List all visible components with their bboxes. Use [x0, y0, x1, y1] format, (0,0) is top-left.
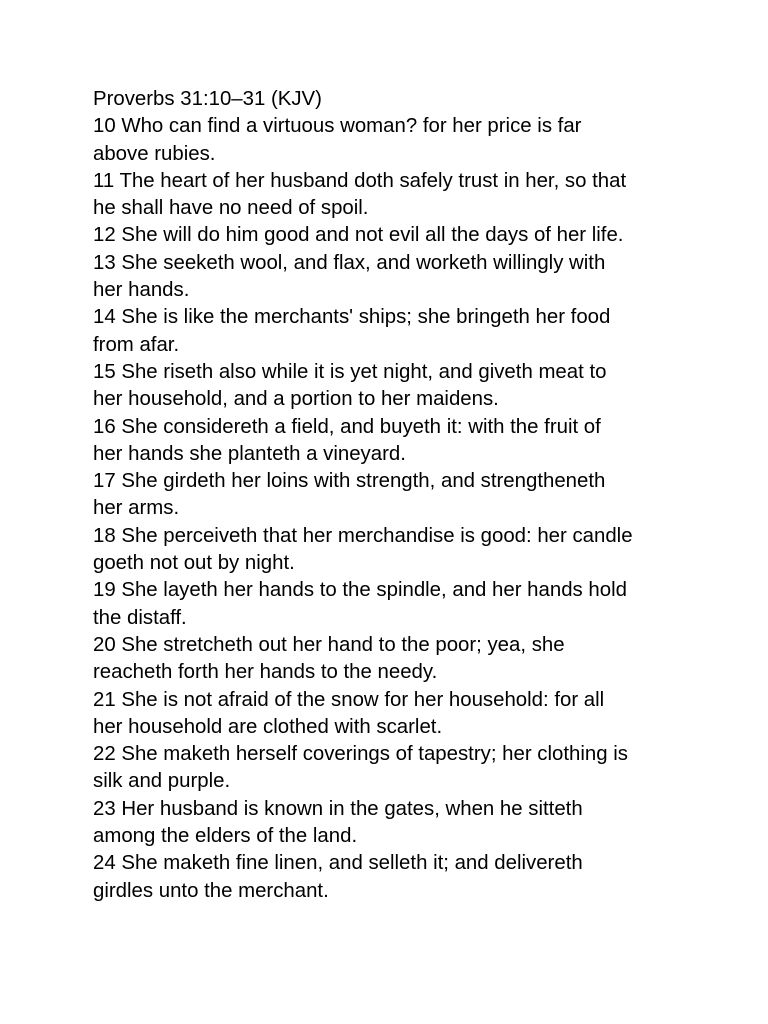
text-line: girdles unto the merchant. [93, 879, 329, 902]
text-line: 18 She perceiveth that her merchandise is good: her candle [93, 524, 633, 547]
text-line: her household, and a portion to her maidens. [93, 388, 499, 411]
text-line: goeth not out by night. [93, 552, 295, 575]
text-line: 17 She girdeth her loins with strength, and strengtheneth [93, 470, 606, 493]
text-line: 24 She maketh fine linen, and selleth it; and delivereth [93, 852, 583, 875]
text-line: 19 She layeth her hands to the spindle, and her hands hold [93, 579, 627, 602]
text-line: 15 She riseth also while it is yet night, and giveth meat to [93, 360, 607, 383]
text-line: her household are clothed with scarlet. [93, 715, 443, 738]
text-line: 23 Her husband is known in the gates, when he sitteth [93, 797, 583, 820]
text-line: 11 The heart of her husband doth safely trust in her, so that [93, 169, 627, 192]
text-line: 20 She stretcheth out her hand to the poor; yea, she [93, 633, 565, 656]
text-line: her hands. [93, 279, 190, 302]
text-line: her arms. [93, 497, 180, 520]
text-line: silk and purple. [93, 770, 231, 793]
text-line: 10 Who can find a virtuous woman? for her price is far [93, 115, 582, 138]
text-line: 12 She will do him good and not evil all the days of her life. [93, 224, 624, 247]
text-line: her hands she planteth a vineyard. [93, 442, 406, 465]
text-line: 22 She maketh herself coverings of tapestry; her clothing is [93, 743, 628, 766]
text-line: above rubies. [93, 142, 216, 165]
document-title: Proverbs 31:10–31 (KJV) [93, 88, 322, 110]
text-line: 16 She considereth a field, and buyeth it: with the fruit of [93, 415, 601, 438]
text-line: 21 She is not afraid of the snow for her household: for all [93, 688, 605, 711]
text-line: he shall have no need of spoil. [93, 197, 369, 220]
text-line: among the elders of the land. [93, 825, 358, 848]
text-line: from afar. [93, 333, 180, 356]
text-line: the distaff. [93, 606, 187, 629]
text-line: 13 She seeketh wool, and flax, and worketh willingly with [93, 251, 606, 274]
text-line: reacheth forth her hands to the needy. [93, 661, 438, 684]
document-body [93, 86, 693, 905]
text-line: 14 She is like the merchants' ships; she bringeth her food [93, 306, 611, 329]
